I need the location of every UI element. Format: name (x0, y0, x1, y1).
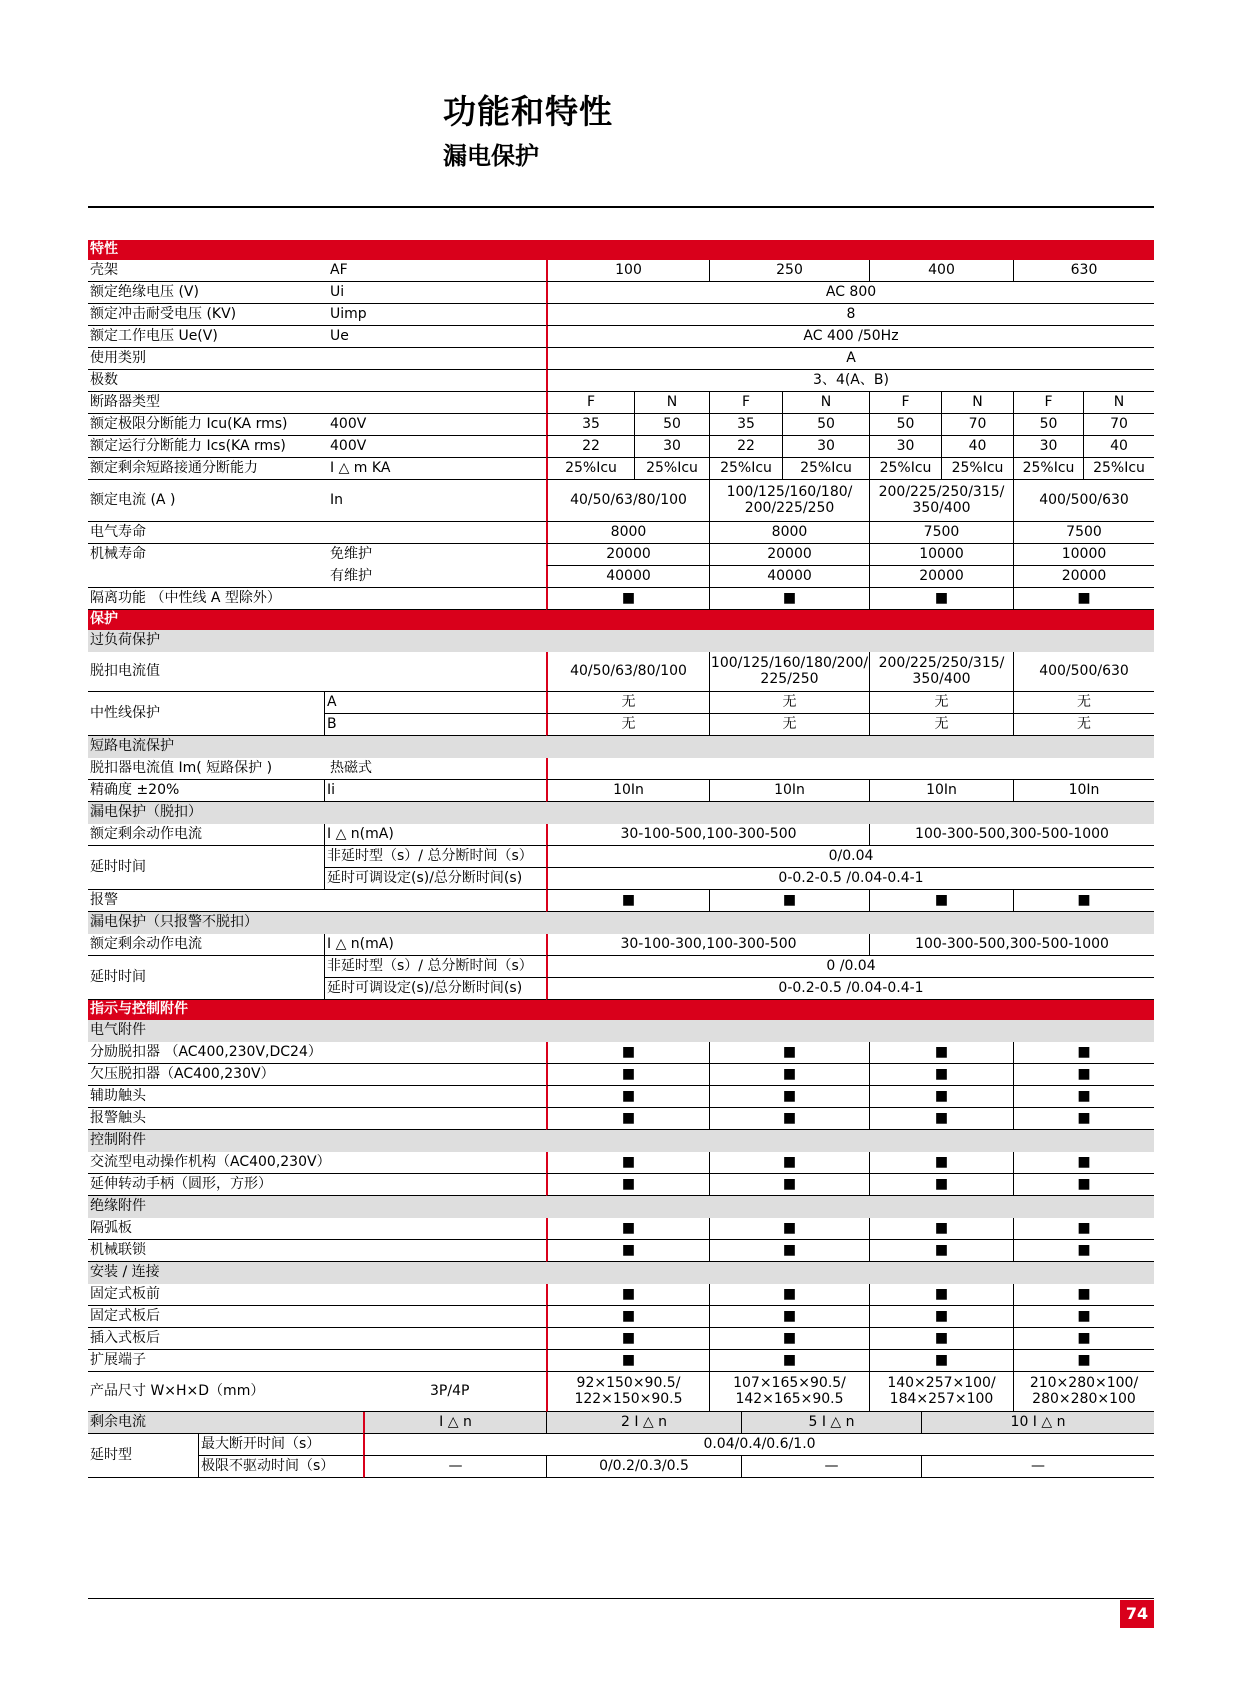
table-cell: A (546, 348, 1154, 370)
subsection-header: 绝缘附件 (88, 1196, 1154, 1218)
table-cell: 极数 (88, 370, 546, 392)
table-cell: ■ (709, 1086, 869, 1108)
table-cell: I △ n(mA) (324, 934, 546, 956)
table-cell: 极限不驱动时间（s） (198, 1456, 363, 1478)
table-cell: 机械寿命 (90, 546, 146, 563)
table-cell: ■ (869, 1042, 1013, 1064)
table-cell: 机械联锁 (88, 1240, 546, 1262)
table-cell: ■ (709, 1108, 869, 1130)
spec-table (88, 240, 1154, 1500)
table-cell: 92×150×90.5/ 122×150×90.5 (546, 1372, 709, 1412)
table-cell (546, 758, 1154, 780)
table-cell: 25%Icu (709, 458, 782, 480)
table-cell: ■ (546, 1328, 709, 1350)
table-cell: Uimp (328, 304, 546, 326)
table-cell: 额定极限分断能力 Icu(KA rms) (88, 414, 328, 436)
table-cell: 3、4(A、B) (546, 370, 1154, 392)
table-cell: 10In (869, 780, 1013, 802)
table-cell: ■ (1013, 1042, 1154, 1064)
table-cell: 25%Icu (941, 458, 1013, 480)
table-cell: 140×257×100/ 184×257×100 (869, 1372, 1013, 1412)
table-cell: ■ (869, 1284, 1013, 1306)
table-cell: 插入式板后 (88, 1328, 546, 1350)
table-cell: ■ (546, 1086, 709, 1108)
table-cell: 额定剩余动作电流 (88, 934, 324, 956)
table-cell: 无 (869, 692, 1013, 714)
table-cell: 40 (1083, 436, 1154, 458)
subsection-header: 10 I △ n (921, 1412, 1154, 1434)
table-cell: Ii (324, 780, 546, 802)
subsection-header: 2 I △ n (546, 1412, 741, 1434)
table-cell: 25%Icu (869, 458, 941, 480)
table-cell: 100-300-500,300-500-1000 (869, 934, 1154, 956)
table-cell: 20000 (869, 566, 1013, 588)
table-cell: ■ (709, 588, 869, 610)
table-cell: 20000 (546, 544, 709, 566)
table-cell: Ui (328, 282, 546, 304)
table-cell: ■ (709, 1328, 869, 1350)
table-cell: 精确度 ±20% (88, 780, 324, 802)
table-cell: 报警触头 (88, 1108, 546, 1130)
table-cell: F (709, 392, 782, 414)
table-cell: 10In (709, 780, 869, 802)
table-cell: — (921, 1456, 1154, 1478)
table-cell: N (634, 392, 709, 414)
table-cell: 8000 (709, 522, 869, 544)
table-cell: 隔弧板 (88, 1218, 546, 1240)
table-cell: 25%Icu (1083, 458, 1154, 480)
table-cell: 10000 (869, 544, 1013, 566)
table-cell: ■ (869, 1350, 1013, 1372)
table-cell: ■ (546, 1064, 709, 1086)
table-cell: 欠压脱扣器（AC400,230V） (88, 1064, 546, 1086)
table-cell: I △ m KA (328, 458, 546, 480)
table-cell: 400/500/630 (1013, 652, 1154, 692)
table-cell: 无 (709, 692, 869, 714)
table-cell: ■ (1013, 1328, 1154, 1350)
table-cell: 200/225/250/315/ 350/400 (869, 652, 1013, 692)
table-cell: ■ (709, 1174, 869, 1196)
table-cell: ■ (1013, 1350, 1154, 1372)
table-cell: AC 800 (546, 282, 1154, 304)
subsection-header: 控制附件 (88, 1130, 1154, 1152)
table-cell: F (1013, 392, 1083, 414)
table-cell: I △ n(mA) (324, 824, 546, 846)
table-cell: ■ (869, 1306, 1013, 1328)
page-number: 74 (1120, 1600, 1154, 1628)
table-cell: A (324, 692, 546, 714)
table-cell: ■ (1013, 1284, 1154, 1306)
table-cell: 630 (1013, 260, 1154, 282)
table-cell: 40 (941, 436, 1013, 458)
table-cell: 无 (1013, 714, 1154, 736)
table-cell: 断路器类型 (88, 392, 546, 414)
table-cell: 30 (634, 436, 709, 458)
table-cell: 100/125/160/180/200/ 225/250 (709, 652, 869, 692)
table-cell: ■ (709, 1218, 869, 1240)
table-cell: 延时可调设定(s)/总分断时间(s) (324, 978, 546, 1000)
table-cell: 分励脱扣器 （AC400,230V,DC24） (88, 1042, 546, 1064)
table-cell: 10In (1013, 780, 1154, 802)
table-cell: 非延时型（s）/ 总分断时间（s） (324, 846, 546, 868)
table-cell: 30 (869, 436, 941, 458)
table-cell: 无 (1013, 692, 1154, 714)
table-cell: 0.04/0.4/0.6/1.0 (363, 1434, 1154, 1456)
table-cell: 交流型电动操作机构（AC400,230V） (88, 1152, 546, 1174)
table-cell: F (546, 392, 634, 414)
table-cell: ■ (869, 1328, 1013, 1350)
table-cell: ■ (709, 1064, 869, 1086)
subsection-header: 5 I △ n (741, 1412, 921, 1434)
table-cell: 壳架 (88, 260, 328, 282)
table-cell: ■ (1013, 1152, 1154, 1174)
subsection-header: 电气附件 (88, 1020, 1154, 1042)
table-cell: 25%Icu (1013, 458, 1083, 480)
table-cell: 隔离功能 （中性线 A 型除外） (88, 588, 546, 610)
table-cell: 35 (546, 414, 634, 436)
table-cell: ■ (546, 1174, 709, 1196)
table-cell: 额定冲击耐受电压 (KV) (88, 304, 328, 326)
table-cell: 报警 (88, 890, 546, 912)
table-cell: 30-100-300,100-300-500 (546, 934, 869, 956)
table-cell: 400/500/630 (1013, 480, 1154, 522)
table-cell: AF (328, 260, 546, 282)
table-cell: ■ (1013, 1064, 1154, 1086)
table-cell: ■ (869, 1240, 1013, 1262)
table-cell: 无 (546, 714, 709, 736)
table-cell: ■ (546, 1218, 709, 1240)
table-cell: 脱扣器电流值 Im( 短路保护 ) (88, 758, 328, 780)
table-cell: 免维护 (330, 546, 372, 563)
table-cell: 中性线保护 (88, 692, 324, 736)
table-cell: 22 (709, 436, 782, 458)
table-cell: ■ (1013, 1174, 1154, 1196)
table-cell: ■ (1013, 1306, 1154, 1328)
table-cell: 100 (546, 260, 709, 282)
table-cell: 22 (546, 436, 634, 458)
table-cell: 25%Icu (634, 458, 709, 480)
table-cell: 额定工作电压 Ue(V) (88, 326, 328, 348)
table-cell: ■ (546, 1042, 709, 1064)
page-subtitle: 漏电保护 (443, 142, 539, 170)
header-divider (88, 206, 1154, 208)
table-cell: 400V (328, 414, 546, 436)
subsection-header: 短路电流保护 (88, 736, 1154, 758)
section-header: 特性 (88, 240, 1154, 260)
table-cell: B (324, 714, 546, 736)
table-cell: ■ (869, 1152, 1013, 1174)
table-cell: ■ (546, 1284, 709, 1306)
table-cell: 50 (782, 414, 869, 436)
table-cell: — (363, 1456, 546, 1478)
table-cell: 固定式板后 (88, 1306, 546, 1328)
table-cell: 20000 (1013, 566, 1154, 588)
table-cell: 8 (546, 304, 1154, 326)
table-cell: 30 (782, 436, 869, 458)
table-cell: ■ (709, 1042, 869, 1064)
section-header: 保护 (88, 610, 1154, 630)
table-cell: 100-300-500,300-500-1000 (869, 824, 1154, 846)
table-cell: ■ (869, 1108, 1013, 1130)
table-cell: ■ (869, 1086, 1013, 1108)
table-cell: 额定电流 (A ) (88, 480, 328, 522)
table-cell: N (782, 392, 869, 414)
table-cell: ■ (546, 1306, 709, 1328)
table-cell: 25%Icu (546, 458, 634, 480)
table-cell: ■ (546, 588, 709, 610)
table-cell: 8000 (546, 522, 709, 544)
table-cell: 使用类别 (88, 348, 546, 370)
table-cell: 70 (1083, 414, 1154, 436)
table-cell: Ue (328, 326, 546, 348)
table-cell: N (1083, 392, 1154, 414)
table-cell: 250 (709, 260, 869, 282)
table-cell: 40000 (546, 566, 709, 588)
table-cell: In (328, 480, 546, 522)
table-cell (88, 566, 328, 588)
table-cell: 0-0.2-0.5 /0.04-0.4-1 (546, 868, 1154, 890)
table-cell: 10In (546, 780, 709, 802)
table-cell: 400 (869, 260, 1013, 282)
table-cell: ■ (546, 1350, 709, 1372)
table-cell: ■ (1013, 1086, 1154, 1108)
subsection-header: 剩余电流 (88, 1412, 363, 1434)
subsection-header: 过负荷保护 (88, 630, 1154, 652)
table-cell: 无 (709, 714, 869, 736)
table-cell: 延时可调设定(s)/总分断时间(s) (324, 868, 546, 890)
table-cell: 35 (709, 414, 782, 436)
table-cell: ■ (546, 1152, 709, 1174)
table-cell: ■ (1013, 588, 1154, 610)
subsection-header: I △ n (363, 1412, 546, 1434)
table-cell: 0-0.2-0.5 /0.04-0.4-1 (546, 978, 1154, 1000)
table-cell: 扩展端子 (88, 1350, 546, 1372)
table-cell: ■ (709, 1152, 869, 1174)
table-cell: 20000 (709, 544, 869, 566)
table-cell: 100/125/160/180/ 200/225/250 (709, 480, 869, 522)
table-cell: 额定剩余短路接通分断能力 (88, 458, 328, 480)
table-cell: 0/0.04 (546, 846, 1154, 868)
table-cell: ■ (1013, 1218, 1154, 1240)
table-cell: ■ (709, 1350, 869, 1372)
table-cell: ■ (546, 1108, 709, 1130)
table-cell: 10000 (1013, 544, 1154, 566)
table-cell: 额定运行分断能力 Ics(KA rms) (88, 436, 328, 458)
table-cell: 50 (1013, 414, 1083, 436)
table-cell: 固定式板前 (88, 1284, 546, 1306)
table-cell: 400V (328, 436, 546, 458)
table-cell: ■ (1013, 1108, 1154, 1130)
table-cell: 无 (869, 714, 1013, 736)
table-cell: ■ (546, 890, 709, 912)
table-cell: 210×280×100/ 280×280×100 (1013, 1372, 1154, 1412)
table-cell: — (741, 1456, 921, 1478)
table-cell: 200/225/250/315/ 350/400 (869, 480, 1013, 522)
table-cell: ■ (709, 1240, 869, 1262)
table-cell: 额定剩余动作电流 (88, 824, 324, 846)
table-cell: F (869, 392, 941, 414)
table-cell: 30 (1013, 436, 1083, 458)
table-cell: 产品尺寸 W×H×D（mm） (88, 1372, 428, 1412)
table-cell: 107×165×90.5/ 142×165×90.5 (709, 1372, 869, 1412)
section-header: 指示与控制附件 (88, 1000, 1154, 1020)
table-cell: ■ (709, 890, 869, 912)
subsection-header: 漏电保护（只报警不脱扣） (88, 912, 1154, 934)
table-cell: 0 /0.04 (546, 956, 1154, 978)
subsection-header: 安装 / 连接 (88, 1262, 1154, 1284)
table-cell: 40/50/63/80/100 (546, 652, 709, 692)
table-cell: 25%Icu (782, 458, 869, 480)
table-cell: 延时时间 (88, 956, 324, 1000)
footer-divider (88, 1598, 1154, 1599)
table-cell: ■ (869, 588, 1013, 610)
table-cell: ■ (1013, 890, 1154, 912)
table-cell: ■ (869, 1174, 1013, 1196)
table-cell: 延伸转动手柄（圆形，方形） (88, 1174, 546, 1196)
table-cell: 最大断开时间（s） (198, 1434, 363, 1456)
table-cell: 30-100-500,100-300-500 (546, 824, 869, 846)
table-cell: 延时时间 (88, 846, 324, 890)
table-cell: 电气寿命 (88, 522, 546, 544)
table-cell: 有维护 (328, 566, 546, 588)
table-cell: 7500 (869, 522, 1013, 544)
table-cell: AC 400 /50Hz (546, 326, 1154, 348)
page-title: 功能和特性 (443, 92, 613, 131)
table-cell: 40/50/63/80/100 (546, 480, 709, 522)
table-cell: ■ (869, 1218, 1013, 1240)
table-cell: 热磁式 (328, 758, 546, 780)
table-cell: 7500 (1013, 522, 1154, 544)
table-cell: 脱扣电流值 (88, 652, 546, 692)
subsection-header: 漏电保护（脱扣） (88, 802, 1154, 824)
table-cell: 非延时型（s）/ 总分断时间（s） (324, 956, 546, 978)
table-cell: ■ (709, 1284, 869, 1306)
table-cell: N (941, 392, 1013, 414)
table-cell: ■ (546, 1240, 709, 1262)
table-cell: ■ (1013, 1240, 1154, 1262)
table-cell: 3P/4P (428, 1372, 546, 1412)
table-cell: 50 (869, 414, 941, 436)
table-cell: 延时型 (88, 1434, 198, 1478)
table-cell: 70 (941, 414, 1013, 436)
table-cell: 50 (634, 414, 709, 436)
table-cell: 辅助触头 (88, 1086, 546, 1108)
table-cell: 额定绝缘电压 (V) (88, 282, 328, 304)
table-cell: ■ (869, 1064, 1013, 1086)
table-cell: 无 (546, 692, 709, 714)
table-cell: 0/0.2/0.3/0.5 (546, 1456, 741, 1478)
table-cell: 40000 (709, 566, 869, 588)
table-cell: ■ (869, 890, 1013, 912)
table-cell: ■ (709, 1306, 869, 1328)
